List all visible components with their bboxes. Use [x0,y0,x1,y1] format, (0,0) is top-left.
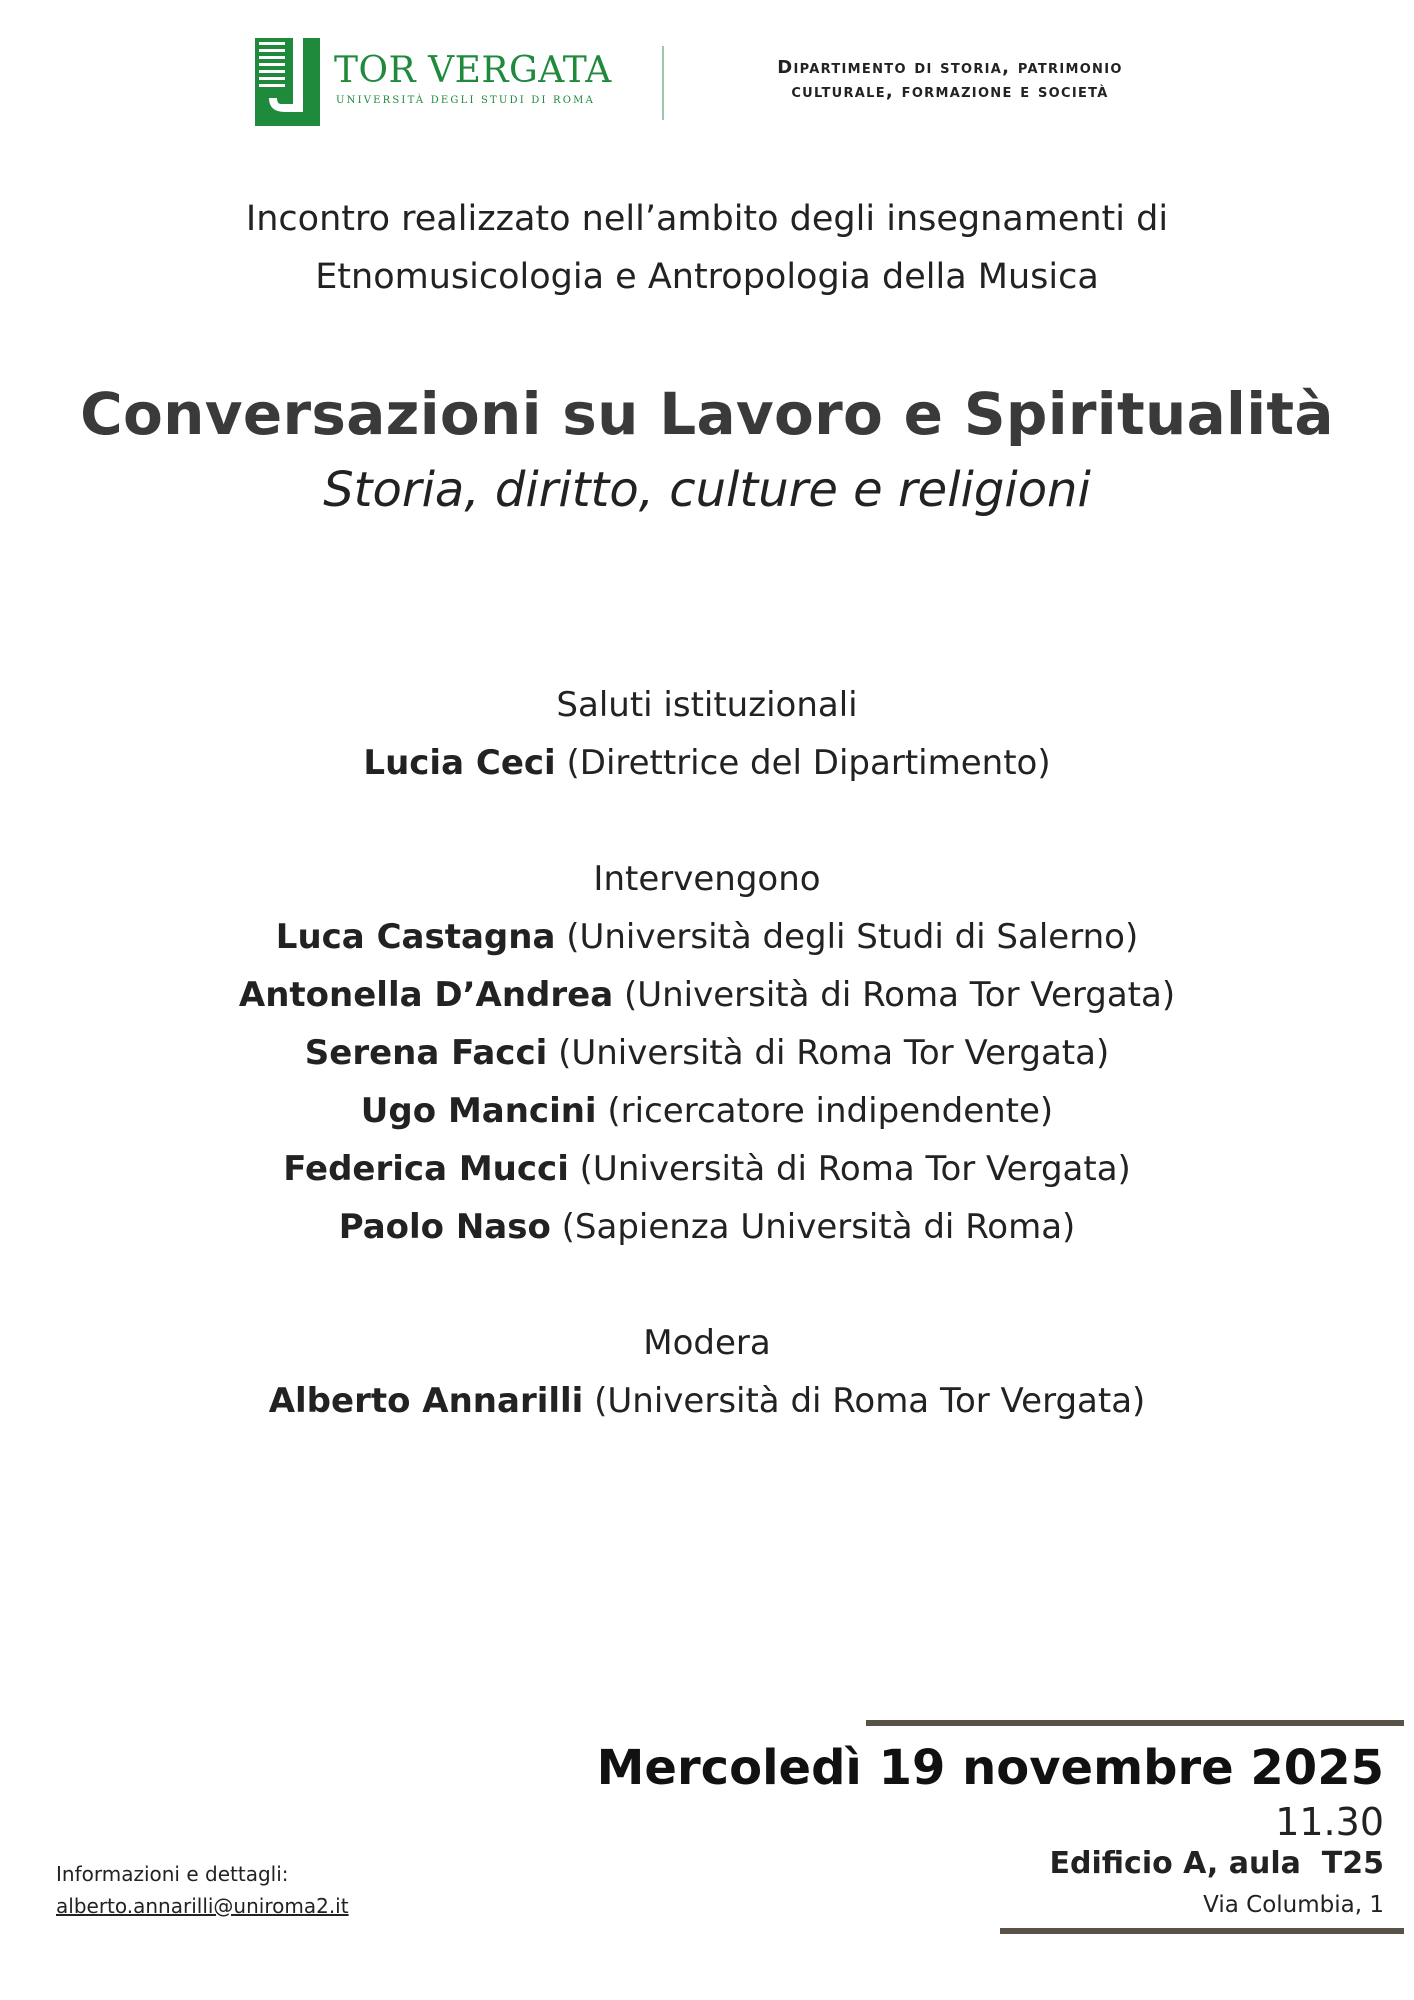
saluti-name: Lucia Ceci [363,743,556,783]
saluti-role: (Direttrice del Dipartimento) [566,743,1051,783]
event-room: Edificio A, aula T25 [1049,1846,1384,1881]
speaker-affiliation: (Università di Roma Tor Vergata) [579,1149,1131,1189]
department-name [690,56,1210,104]
speaker-row [0,1024,1414,1082]
moderator-section [0,1314,1414,1430]
event-title: Conversazioni su Lavoro e Spiritualità [80,380,1334,448]
department-line-2: culturale, formazione e società [791,81,1109,102]
speaker-name: Antonella D’Andrea [238,975,614,1015]
moderator-row [0,1372,1414,1430]
saluti-line [0,734,1414,792]
speaker-affiliation: (Università degli Studi di Salerno) [566,917,1139,957]
intro-text [0,190,1414,306]
event-street: Via Columbia, 1 [1203,1892,1384,1918]
event-time: 11.30 [1275,1800,1384,1844]
saluti-heading: Saluti istituzionali [556,685,858,725]
date-rule-bottom [1000,1928,1404,1934]
university-logo-icon [255,38,320,126]
speaker-name: Federica Mucci [283,1149,569,1189]
event-date: Mercoledì 19 novembre 2025 [596,1740,1384,1796]
speaker-affiliation: (ricercatore indipendente) [607,1091,1054,1131]
saluti-section [0,676,1414,792]
logo-name: TOR VERGATA [334,50,612,91]
speaker-affiliation: (Università di Roma Tor Vergata) [558,1033,1110,1073]
date-rule-top [866,1720,1404,1726]
speaker-row [0,908,1414,966]
moderator-affiliation: (Università di Roma Tor Vergata) [594,1381,1146,1421]
speaker-name: Luca Castagna [275,917,556,957]
speaker-name: Paolo Naso [338,1207,551,1247]
speaker-affiliation: (Università di Roma Tor Vergata) [623,975,1176,1015]
speaker-affiliation: (Sapienza Università di Roma) [561,1207,1076,1247]
event-subtitle: Storia, diritto, culture e religioni [323,462,1091,518]
logo-subtitle: UNIVERSITÀ DEGLI STUDI DI ROMA [336,95,596,106]
speakers-heading: Intervengono [593,859,821,899]
speaker-row [0,1140,1414,1198]
speaker-row [0,1082,1414,1140]
speaker-row [0,966,1414,1024]
info-label: Informazioni e dettagli: [56,1862,289,1886]
speaker-name: Ugo Mancini [360,1091,597,1131]
speaker-name: Serena Facci [304,1033,548,1073]
moderator-name: Alberto Annarilli [268,1381,584,1421]
info-email-link[interactable]: alberto.annarilli@uniroma2.it [56,1894,349,1918]
speakers-section [0,850,1414,1256]
header-divider [662,46,664,120]
intro-line-2: Etnomusicologia e Antropologia della Musica [315,257,1099,297]
intro-line-1: Incontro realizzato nell’ambito degli insegnamenti di [245,199,1169,239]
speaker-row [0,1198,1414,1256]
department-line-1: Dipartimento di storia, patrimonio [777,57,1123,78]
moderator-heading: Modera [643,1323,771,1363]
